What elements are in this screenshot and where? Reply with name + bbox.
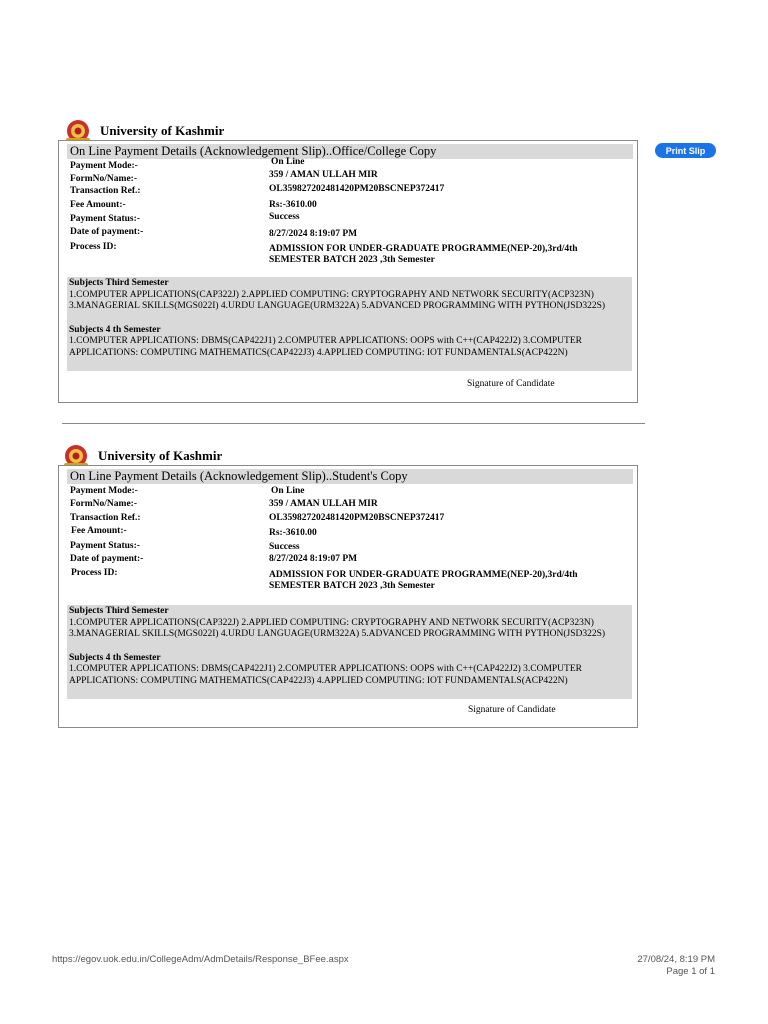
field-value: Success xyxy=(269,542,300,552)
field-label: Transaction Ref.: xyxy=(70,186,141,196)
field-label: FormNo/Name:- xyxy=(70,174,138,184)
field-value: 8/27/2024 8:19:07 PM xyxy=(269,229,358,239)
signature-label: Signature of Candidate xyxy=(467,379,555,389)
subjects-third-heading: Subjects Third Semester xyxy=(69,606,169,616)
field-label: Payment Status:- xyxy=(70,214,140,224)
field-label: Payment Mode:- xyxy=(70,161,138,171)
footer-datetime xyxy=(637,954,715,977)
subjects-panel xyxy=(67,605,632,699)
field-label: Fee Amount:- xyxy=(71,526,127,536)
field-label: Date of payment:- xyxy=(70,227,144,237)
field-value: 8/27/2024 8:19:07 PM xyxy=(269,554,358,564)
university-name: University of Kashmir xyxy=(98,448,223,463)
field-label: Transaction Ref.: xyxy=(70,513,141,523)
subjects-third-list: 1.COMPUTER APPLICATIONS(CAP322J) 2.APPLIED COMPUTING: CRYPTOGRAPHY AND NETWORK SECURITY(ACP323N) 3.MANAGERIAL SKILLS(MGS022I) 4.URDU LANGUAGE(URM322A) 5.ADVANCED PROGRAMMING WITH PYTHON(JSD322S) xyxy=(69,617,606,639)
print-slip-button[interactable]: Print Slip xyxy=(655,143,716,158)
subjects-fourth-heading: Subjects 4 th Semester xyxy=(69,652,161,663)
field-value: Rs:-3610.00 xyxy=(269,200,317,210)
field-label: FormNo/Name:- xyxy=(70,499,138,509)
slip-title: On Line Payment Details (Acknowledgement Slip)..Office/College Copy xyxy=(67,144,633,159)
subjects-fourth-list: 1.COMPUTER APPLICATIONS: DBMS(CAP422J1) 2.COMPUTER APPLICATIONS: OOPS with C++(CAP422J2) 3.COMPUTER APPLICATIONS: COMPUTING MATHEMATICS(CAP422J3) 4.APPLIED COMPUTING: IOT FUNDAMENTALS(ACP422N) xyxy=(69,664,582,686)
field-label: Fee Amount:- xyxy=(70,200,126,210)
payment-details-box xyxy=(58,140,638,403)
field-value: OL359827202481420PM20BSCNEP372417 xyxy=(269,184,445,194)
field-label: Process ID: xyxy=(70,242,117,252)
field-value: Success xyxy=(269,212,300,222)
subjects-fourth-list: 1.COMPUTER APPLICATIONS: DBMS(CAP422J1) 2.COMPUTER APPLICATIONS: OOPS with C++(CAP422J2) 3.COMPUTER APPLICATIONS: COMPUTING MATHEMATICS(CAP422J3) 4.APPLIED COMPUTING: IOT FUNDAMENTALS(ACP422N) xyxy=(69,336,582,358)
field-value: OL359827202481420PM20BSCNEP372417 xyxy=(269,513,445,523)
slip-title: On Line Payment Details (Acknowledgement Slip)..Student's Copy xyxy=(67,469,633,484)
field-value: 359 / AMAN ULLAH MIR xyxy=(269,499,378,509)
subjects-third-list: 1.COMPUTER APPLICATIONS(CAP322J) 2.APPLIED COMPUTING: CRYPTOGRAPHY AND NETWORK SECURITY(ACP323N) 3.MANAGERIAL SKILLS(MGS022I) 4.URDU LANGUAGE(URM322A) 5.ADVANCED PROGRAMMING WITH PYTHON(JSD322S) xyxy=(69,289,606,311)
payment-details-box xyxy=(58,465,638,728)
field-label: Payment Status:- xyxy=(70,541,140,551)
field-value: 359 / AMAN ULLAH MIR xyxy=(269,170,378,180)
university-name: University of Kashmir xyxy=(100,123,225,138)
signature-label: Signature of Candidate xyxy=(468,705,556,715)
subjects-fourth-heading: Subjects 4 th Semester xyxy=(69,324,161,335)
subjects-panel xyxy=(67,277,632,371)
field-label: Payment Mode:- xyxy=(70,486,138,496)
divider xyxy=(62,423,645,424)
field-value: ADMISSION FOR UNDER-GRADUATE PROGRAMME(NEP-20),3rd/4th SEMESTER BATCH 2023 ,3th Semester xyxy=(269,244,578,265)
footer-date: 27/08/24, 8:19 PM xyxy=(637,954,715,965)
subjects-third-heading: Subjects Third Semester xyxy=(69,278,169,288)
footer-page-number: Page 1 of 1 xyxy=(666,965,715,977)
field-label: Date of payment:- xyxy=(70,554,144,564)
field-value: On Line xyxy=(271,486,305,496)
field-label: Process ID: xyxy=(71,568,118,578)
field-value: On Line xyxy=(271,157,305,167)
field-value: ADMISSION FOR UNDER-GRADUATE PROGRAMME(NEP-20),3rd/4th SEMESTER BATCH 2023 ,3th Semester xyxy=(269,570,578,591)
field-value: Rs:-3610.00 xyxy=(269,528,317,538)
footer-url: https://egov.uok.edu.in/CollegeAdm/AdmDetails/Response_BFee.aspx xyxy=(52,954,349,965)
